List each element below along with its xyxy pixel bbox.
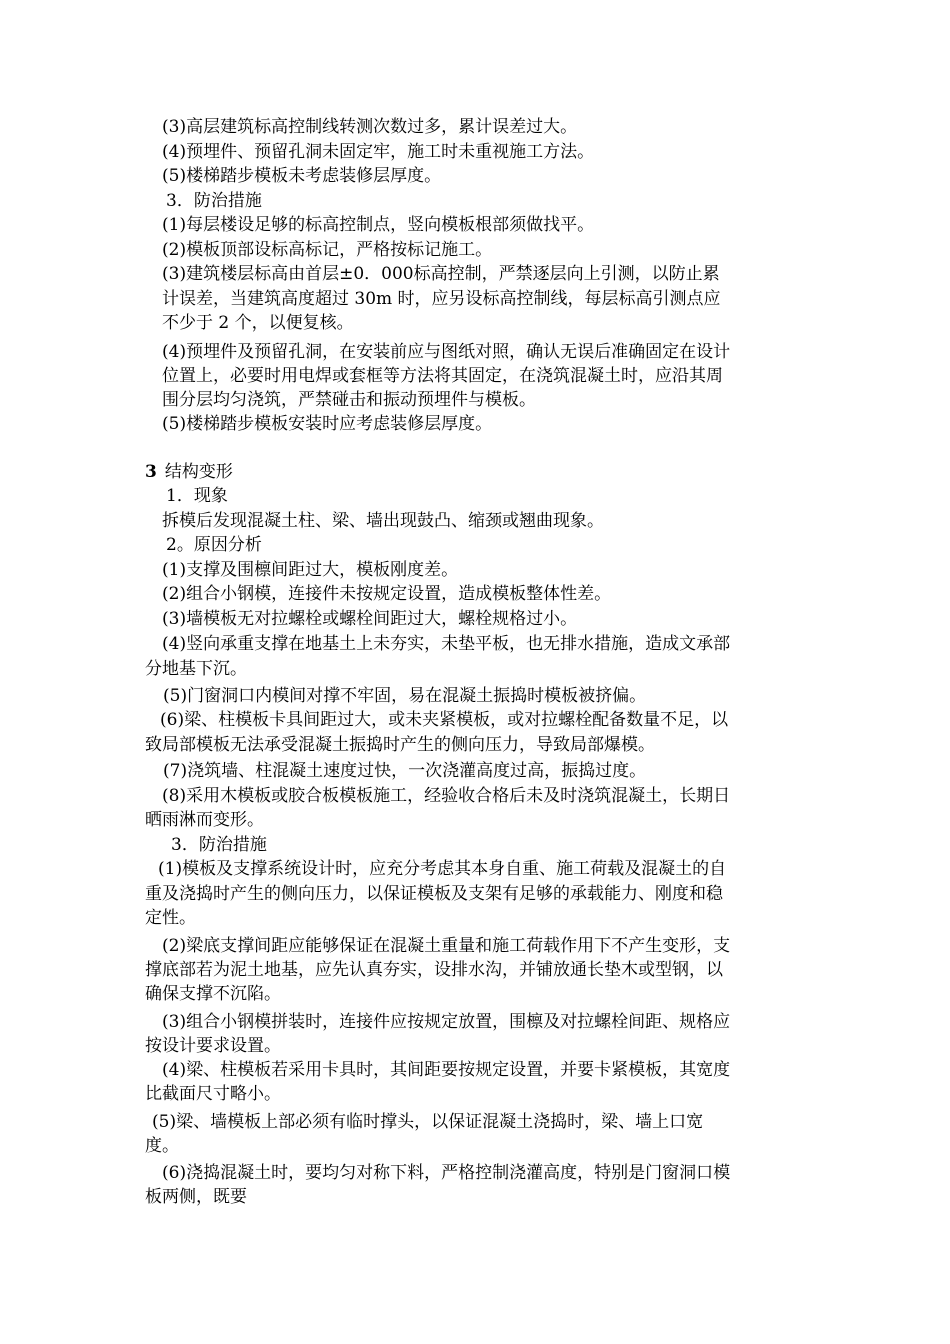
text-line: (4)预埋件、预留孔洞未固定牢，施工时未重视施工方法。 [162,142,595,162]
section-title: 结构变形 [164,462,233,482]
text-line: (1)支撑及围檩间距过大，模板刚度差。 [162,560,459,580]
text-line: 位置上，必要时用电焊或套框等方法将其固定，在浇筑混凝土时，应沿其周 [162,366,723,386]
text-line: 板两侧，既要 [145,1187,247,1207]
text-line: (5)楼梯踏步模板未考虑装修层厚度。 [162,166,442,186]
text-line: 确保支撑不沉陷。 [145,984,281,1004]
text-line: (3)建筑楼层标高由首层±0．000标高控制，严禁逐层向上引测，以防止累 [162,264,720,284]
text-line: 定性。 [145,908,196,928]
text-line: 致局部模板无法承受混凝土振捣时产生的侧向压力，导致局部爆模。 [145,735,655,755]
text-line: 撑底部若为泥土地基，应先认真夯实，设排水沟，并铺放通长垫木或型钢，以 [145,960,723,980]
subheading: 3．防治措施 [166,191,262,211]
text-line: (2)梁底支撑间距应能够保证在混凝土重量和施工荷载作用下不产生变形，支 [162,936,731,956]
section-heading [0,460,950,484]
text-line: (4)竖向承重支撑在地基土上未夯实，未垫平板，也无排水措施，造成文承部 [162,634,731,654]
text-line: 度。 [145,1136,179,1156]
text-line: 不少于 2 个，以便复核。 [162,313,354,333]
text-line: (4)梁、柱模板若采用卡具时，其间距要按规定设置，并要卡紧模板，其宽度 [162,1060,731,1080]
text-line: 重及浇捣时产生的侧向压力，以保证模板及支架有足够的承载能力、刚度和稳 [145,884,723,904]
text-line: (2)组合小钢模，连接件未按规定设置，造成模板整体性差。 [162,584,612,604]
text-line: (4)预埋件及预留孔洞，在安装前应与图纸对照，确认无误后准确固定在设计 [162,342,731,362]
text-line: 拆模后发现混凝土柱、梁、墙出现鼓凸、缩颈或翘曲现象。 [162,511,604,531]
text-line: (2)模板顶部设标高标记，严格按标记施工。 [162,240,493,260]
text-line: 计误差，当建筑高度超过 30m 时，应另设标高控制线，每层标高引测点应 [162,289,721,309]
text-line: (6)浇捣混凝土时，要均匀对称下料，严格控制浇灌高度，特别是门窗洞口模 [162,1163,731,1183]
text-line: (1)每层楼设足够的标高控制点，竖向模板根部须做找平。 [162,215,595,235]
text-line: 比截面尺寸略小。 [145,1084,281,1104]
text-line: (6)梁、柱模板卡具间距过大，或未夹紧模板，或对拉螺栓配备数量不足，以 [160,710,729,730]
text-line: 分地基下沉。 [145,659,247,679]
text-line: 晒雨淋而变形。 [145,810,264,830]
text-line: (3)墙模板无对拉螺栓或螺栓间距过大，螺栓规格过小。 [162,609,578,629]
text-line: (3)组合小钢模拼装时，连接件应按规定放置，围檩及对拉螺栓间距、规格应 [162,1012,731,1032]
section-number: 3 [145,462,157,482]
text-line: 按设计要求设置。 [145,1036,281,1056]
subheading: 2。原因分析 [166,535,262,555]
text-line: (5)门窗洞口内模间对撑不牢固，易在混凝土振捣时模板被挤偏。 [163,686,647,706]
subheading: 1．现象 [166,486,228,506]
text-line: 围分层均匀浇筑，严禁碰击和振动预埋件与模板。 [162,390,536,410]
text-line: (5)楼梯踏步模板安装时应考虑装修层厚度。 [162,414,493,434]
text-line: (5)梁、墙模板上部必须有临时撑头，以保证混凝土浇捣时，梁、墙上口宽 [152,1112,704,1132]
text-line: (1)模板及支撑系统设计时，应充分考虑其本身自重、施工荷载及混凝土的自 [158,859,727,879]
text-line: (3)高层建筑标高控制线转测次数过多，累计误差过大。 [162,117,578,137]
text-line: (7)浇筑墙、柱混凝土速度过快，一次浇灌高度过高，振捣过度。 [163,761,647,781]
subheading: 3．防治措施 [171,835,267,855]
text-line: (8)采用木模板或胶合板模板施工，经验收合格后未及时浇筑混凝土，长期日 [162,786,731,806]
